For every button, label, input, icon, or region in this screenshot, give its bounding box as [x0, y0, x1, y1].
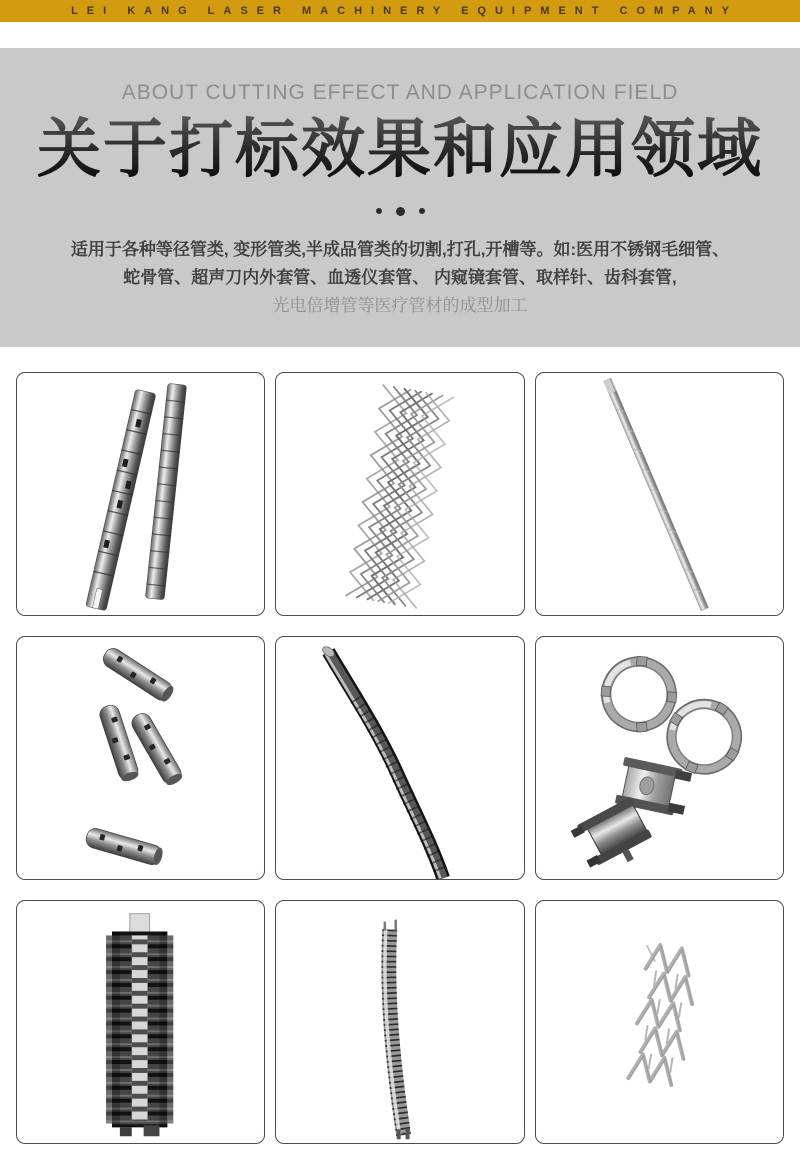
- gallery-item: [275, 372, 524, 616]
- company-banner: [0, 0, 800, 22]
- micro-capillary-rod-image: [536, 373, 783, 615]
- gallery-item: [16, 900, 265, 1144]
- gallery-item: [535, 372, 784, 616]
- description-line: 适用于各种等径管类, 变形管类,半成品管类的切割,打孔,开槽等。如:医用不锈钢毛细管、: [70, 239, 730, 259]
- section-description: [0, 236, 800, 320]
- section-header: [0, 48, 800, 347]
- braided-mesh-stent-image: [276, 373, 523, 615]
- dot-icon: [396, 207, 405, 216]
- product-gallery: [16, 372, 784, 1144]
- section-title-zh: 关于打标效果和应用领域: [37, 113, 763, 185]
- dot-icon: [376, 208, 382, 214]
- snake-bone-flexible-tube-image: [276, 637, 523, 879]
- gallery-item: [16, 636, 265, 880]
- slotted-stainless-tubes-image: [17, 373, 264, 615]
- gallery-item: [535, 900, 784, 1144]
- gallery-item: [535, 636, 784, 880]
- notched-rings-and-clips-image: [536, 637, 783, 879]
- section-subtitle-en: ABOUT CUTTING EFFECT AND APPLICATION FIELD: [121, 81, 679, 104]
- cut-tube-segments-image: [17, 637, 264, 879]
- gallery-item: [275, 900, 524, 1144]
- dots-divider: [0, 207, 800, 216]
- company-name: LEI KANG LASER MACHINERY EQUIPMENT COMPANY: [71, 5, 738, 17]
- ribbed-cutter-cylinder-image: [17, 901, 264, 1143]
- laser-cut-zigzag-stent-image: [536, 901, 783, 1143]
- spiral-coil-tube-image: [276, 901, 523, 1143]
- description-line: 蛇骨管、超声刀内外套管、血透仪套管、 内窥镜套管、取样针、齿科套管,: [123, 267, 677, 287]
- gallery-item: [16, 372, 265, 616]
- dot-icon: [419, 208, 425, 214]
- gallery-item: [275, 636, 524, 880]
- section-title-row: [0, 105, 800, 187]
- description-line: 光电倍增管等医疗管材的成型加工: [272, 295, 528, 315]
